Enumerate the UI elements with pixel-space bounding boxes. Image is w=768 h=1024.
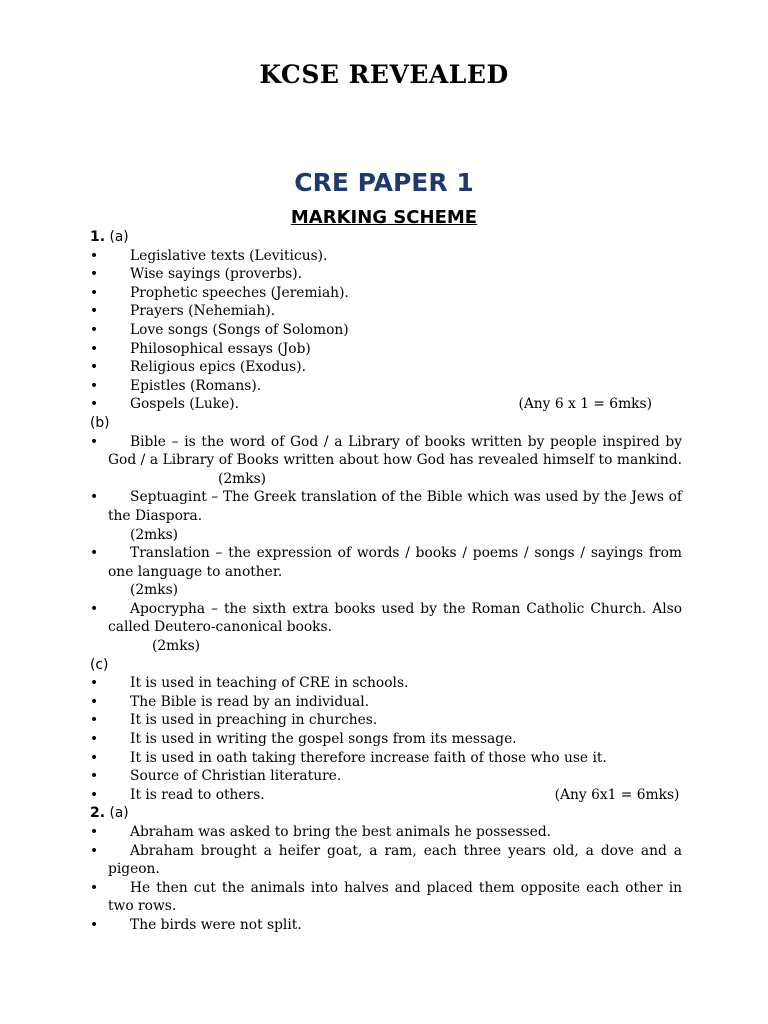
- list-item-text: Bible – is the word of God / a Library of books written by people inspired by God / a Library of Books written about how God has revealed himself to mankind.: [108, 433, 682, 469]
- list-item: • Legislative texts (Leviticus).: [90, 247, 682, 266]
- marks-allocation: (Any 6x1 = 6mks): [554, 786, 680, 803]
- part-label: (a): [109, 805, 129, 822]
- marking-scheme-title: MARKING SCHEME: [290, 207, 478, 228]
- list-item: [90, 600, 682, 656]
- list-item: [90, 544, 682, 600]
- list-item: • Source of Christian literature.: [90, 767, 682, 786]
- list-item: • Philosophical essays (Job): [90, 340, 682, 359]
- list-item: • Abraham was asked to bring the best animals he possessed.: [90, 823, 682, 842]
- list-item: • It is used in writing the gospel songs from its message.: [90, 730, 682, 749]
- list-item: • Love songs (Songs of Solomon): [90, 321, 682, 340]
- list-item: • Prayers (Nehemiah).: [90, 302, 682, 321]
- list-item: [90, 488, 682, 544]
- list-item: • Abraham brought a heifer goat, a ram, each three years old, a dove and a pigeon.: [90, 842, 682, 879]
- marks-allocation: (2mks): [152, 638, 201, 655]
- q1-b-list: [90, 433, 682, 656]
- list-item-text: Septuagint – The Greek translation of the Bible which was used by the Jews of the Diaspora.: [108, 489, 682, 524]
- marks-allocation: (2mks): [218, 470, 267, 487]
- list-item: • The birds were not split.: [90, 916, 682, 935]
- q1-a-list: [90, 247, 682, 414]
- list-item-text: It is read to others.: [130, 786, 265, 803]
- marks-allocation: (2mks): [130, 526, 179, 543]
- list-item-text: Translation – the expression of words / books / poems / songs / sayings from one language to another.: [108, 545, 682, 580]
- list-item: • He then cut the animals into halves and placed them opposite each other in two rows.: [90, 879, 682, 916]
- list-item: • It is used in teaching of CRE in schools.: [90, 674, 682, 693]
- list-item: [90, 433, 682, 489]
- part-label: (a): [109, 229, 129, 245]
- list-item: • The Bible is read by an individual.: [90, 693, 682, 712]
- q1-c-list: [90, 674, 682, 804]
- list-item: • Epistles (Romans).: [90, 377, 682, 396]
- q2-a-list: [90, 823, 682, 935]
- paper-title: CRE PAPER 1: [294, 168, 474, 197]
- list-item-text: Apocrypha – the sixth extra books used by the Roman Catholic Church. Also called Deutero-canonical books.: [108, 600, 682, 636]
- list-item: • Prophetic speeches (Jeremiah).: [90, 284, 682, 303]
- list-item: [90, 395, 682, 414]
- list-item: • It is used in preaching in churches.: [90, 711, 682, 730]
- question-2-label: [90, 804, 682, 823]
- list-item-text: Gospels (Luke).: [130, 396, 240, 413]
- part-label: (c): [90, 656, 109, 673]
- question-number: 1.: [90, 229, 106, 245]
- document-header-title: KCSE REVEALED: [259, 60, 509, 89]
- question-number: 2.: [90, 805, 106, 822]
- marking-scheme-content: [90, 228, 682, 935]
- part-label: (b): [90, 414, 110, 431]
- list-item: [90, 786, 682, 805]
- list-item: • Wise sayings (proverbs).: [90, 265, 682, 284]
- list-item: • It is used in oath taking therefore increase faith of those who use it.: [90, 749, 682, 768]
- marks-allocation: (Any 6 x 1 = 6mks): [518, 396, 652, 413]
- question-1-label: [90, 228, 682, 247]
- marks-allocation: (2mks): [130, 582, 179, 599]
- list-item: • Religious epics (Exodus).: [90, 358, 682, 377]
